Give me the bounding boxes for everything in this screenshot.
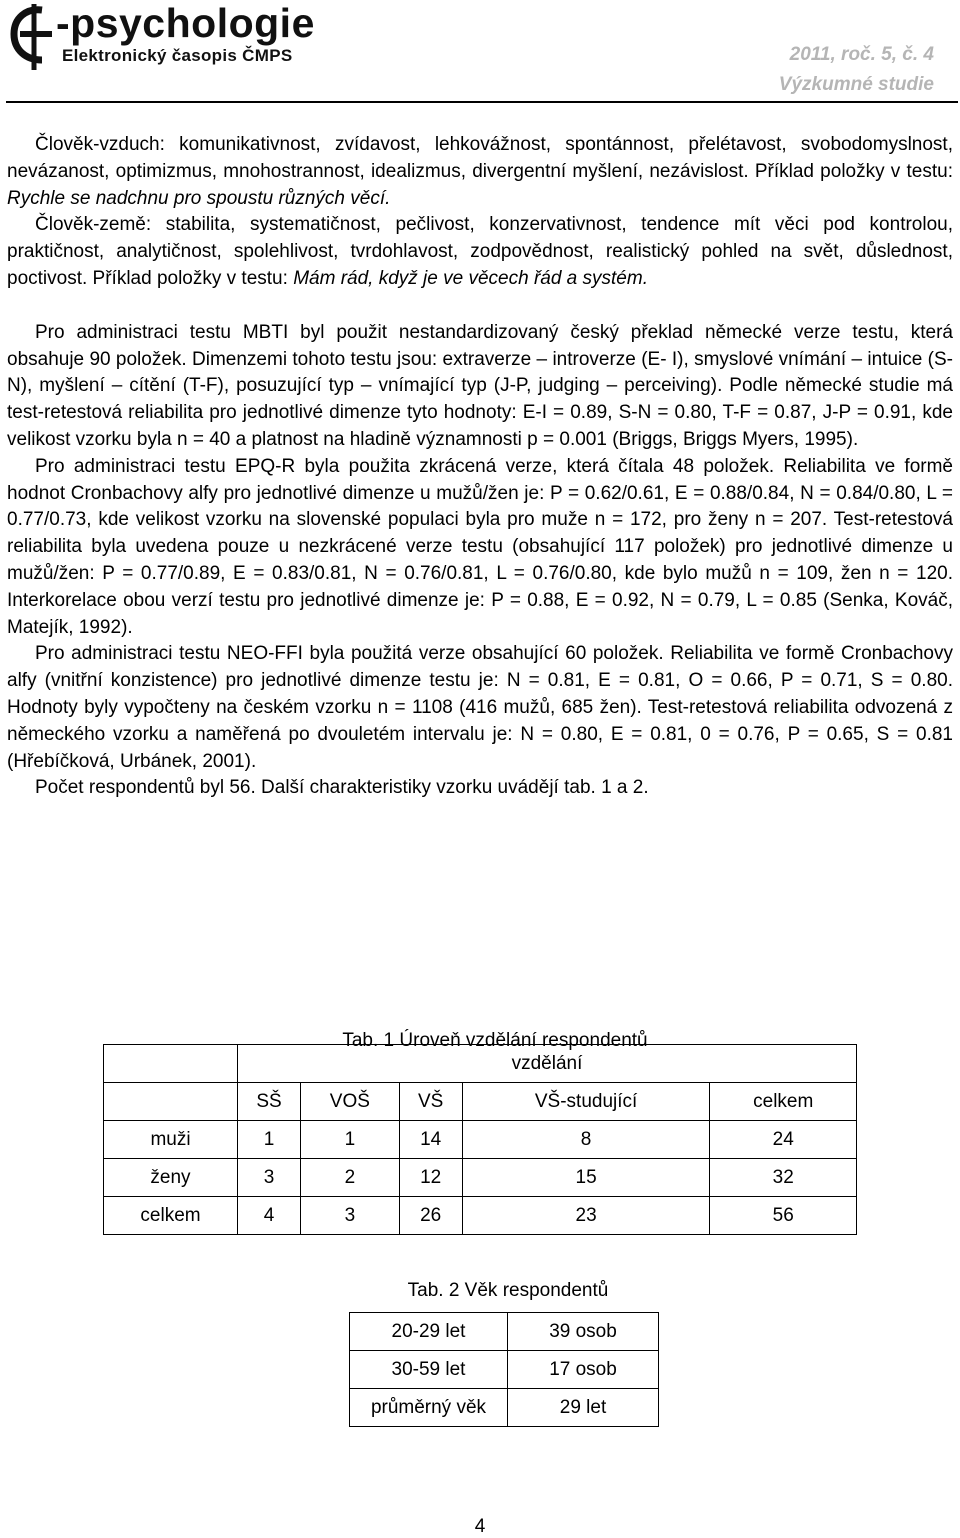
table-row <box>350 1389 659 1427</box>
paragraph <box>7 320 953 454</box>
paragraph <box>7 775 953 802</box>
table2-caption: Tab. 2 Věk respondentů <box>407 1280 609 1301</box>
table1-cell: 14 <box>399 1121 462 1159</box>
table1-group-header: vzdělání <box>238 1045 857 1083</box>
paragraph-text: Pro administraci testu EPQ-R byla použita zkrácená verze, která čítala 48 položek. Reliabilita ve formě hodnot Cronbachovy alfy pro jednotlivé dimenze u mužů/žen je: P = 0.62/0.61, E = 0.88/0.84, N = 0.84/0.80, L = 0.77/0.73, kde velikost vzorku na slovenské populaci byla pro muže n = 172, pro ženy n = 207. Test-retestová reliabilita byla uvedena pouze u nezkrácené verze testu (obsahující 117 položek) pro jednotlivé dimenze u mužů/žen: P = 0.77/0.89, E = 0.83/0.81, N = 0.76/0.81, L = 0.76/0.80, kde bylo mužů n = 109, žen n = 120. Interkorelace obou verzí testu pro jednotlivé dimenze je: P = 0.88, E = 0.92, N = 0.79, L = 0.85 (Senka, Kováč, Matejík, 1992). <box>7 455 953 638</box>
education-table <box>103 1044 857 1235</box>
paragraph-text: Člověk-země: stabilita, systematičnost, pečlivost, konzervativnost, tendence mít věci pod kontrolou, praktičnost, analytičnost, spolehlivost, tvrdohlavost, zodpovědnost, realistický pohled na svět, důslednost, poctivost. Příklad položky v testu: <box>7 214 953 289</box>
table2-cell: 29 let <box>508 1389 659 1427</box>
logo-subtitle: Elektronický časopis ČMPS <box>62 46 293 65</box>
section-label: Výzkumné studie <box>778 74 934 95</box>
table1-row-label: muži <box>104 1121 238 1159</box>
table1-cell: 3 <box>301 1197 399 1235</box>
table1-cell: 56 <box>710 1197 857 1235</box>
table1-cell: 1 <box>238 1121 301 1159</box>
paragraph <box>7 454 953 642</box>
table1-header-row <box>104 1083 857 1121</box>
paragraph <box>7 212 953 292</box>
paragraph-text: Pro administraci testu NEO-FFI byla použitá verze obsahující 60 položek. Reliabilita ve formě Cronbachovy alfy (vnitřní konzistence) pro jednotlivé dimenze testu je: N = 0.81, E = 0.81, O = 0.66, P = 0.71, S = 0.80. Hodnoty byly vypočteny na českém vzorku n = 1108 (416 mužů, 685 žen). Test-retestová reliabilita odvozená z německého vzorku a naměřená po dvouletém intervalu je: N = 0.80, E = 0.81, 0 = 0.76, P = 0.65, S = 0.81 (Hřebíčková, Urbánek, 2001). <box>7 643 953 772</box>
table-row <box>350 1313 659 1351</box>
table1-cell: 15 <box>462 1159 710 1197</box>
table1-cell: 1 <box>301 1121 399 1159</box>
example-item-text: Mám rád, když je ve věcech řád a systém. <box>293 267 648 289</box>
table-row <box>350 1351 659 1389</box>
paragraph-text: Člověk-vzduch: komunikativnost, zvídavost, lehkovážnost, spontánnost, přelétavost, svobodomyslnost, nevázanost, optimizmus, mnohostrannost, idealizmus, divergentní myšlení, nezávislost. Příklad položky v testu: <box>7 134 953 182</box>
table1-row-label: celkem <box>104 1197 238 1235</box>
table2-cell: 39 osob <box>508 1313 659 1351</box>
header-divider <box>6 101 958 103</box>
journal-logo <box>6 0 366 74</box>
table1-cell: 3 <box>238 1159 301 1197</box>
page-header <box>0 0 960 103</box>
table1-cell: 32 <box>710 1159 857 1197</box>
issue-label: 2011, roč. 5, č. 4 <box>789 44 934 65</box>
table1-cell: 2 <box>301 1159 399 1197</box>
table1-column-header: celkem <box>710 1083 857 1121</box>
age-table <box>349 1312 659 1427</box>
example-item-text: Rychle se nadchnu pro spoustu různých věcí. <box>7 187 391 209</box>
article-body <box>7 132 953 802</box>
psychologie-logo-icon <box>6 4 60 70</box>
paragraph-text: Pro administraci testu MBTI byl použit nestandardizovaný český překlad německé verze testu, která obsahuje 90 položek. Dimenzemi tohoto testu jsou: extraverze – introverze (E- I), smyslové vnímání – intuice (S-N), myšlení – cítění (T-F), posuzující typ – vnímající typ (J-P, judging – perceiving). Podle německé studie má test-retestová reliabilita pro jednotlivé dimenze tyto hodnoty: E-I = 0.89, S-N = 0.80, T-F = 0.87, J-P = 0.91, kde velikost vzorku byla n = 40 a platnost na hladině významnosti p = 0.001 (Briggs, Briggs Myers, 1995). <box>7 321 953 450</box>
table1-column-header: VŠ-studující <box>462 1083 710 1121</box>
paragraph <box>7 132 953 212</box>
table1-column-header: VOŠ <box>301 1083 399 1121</box>
table2-cell: 17 osob <box>508 1351 659 1389</box>
table1-group-row <box>104 1045 857 1083</box>
table-row <box>104 1121 857 1159</box>
table-row <box>104 1197 857 1235</box>
table1-cell: 4 <box>238 1197 301 1235</box>
table2-row-label: 20-29 let <box>350 1313 508 1351</box>
logo-title: -psychologie <box>56 0 315 46</box>
table1-cell: 26 <box>399 1197 462 1235</box>
table2-row-label: průměrný věk <box>350 1389 508 1427</box>
table1-caption: Tab. 1 Úroveň vzdělání respondentů <box>342 1030 648 1051</box>
table1-row-label: ženy <box>104 1159 238 1197</box>
table2-row-label: 30-59 let <box>350 1351 508 1389</box>
table1-cell: 12 <box>399 1159 462 1197</box>
table1-column-header: SŠ <box>238 1083 301 1121</box>
table-empty-cell <box>104 1045 238 1083</box>
table-empty-cell <box>104 1083 238 1121</box>
table1-cell: 24 <box>710 1121 857 1159</box>
page-number: 4 <box>474 1516 486 1537</box>
table1-cell: 23 <box>462 1197 710 1235</box>
table1-cell: 8 <box>462 1121 710 1159</box>
table-row <box>104 1159 857 1197</box>
table1-column-header: VŠ <box>399 1083 462 1121</box>
paragraph-text: Počet respondentů byl 56. Další charakteristiky vzorku uvádějí tab. 1 a 2. <box>35 777 649 799</box>
paragraph <box>7 641 953 775</box>
